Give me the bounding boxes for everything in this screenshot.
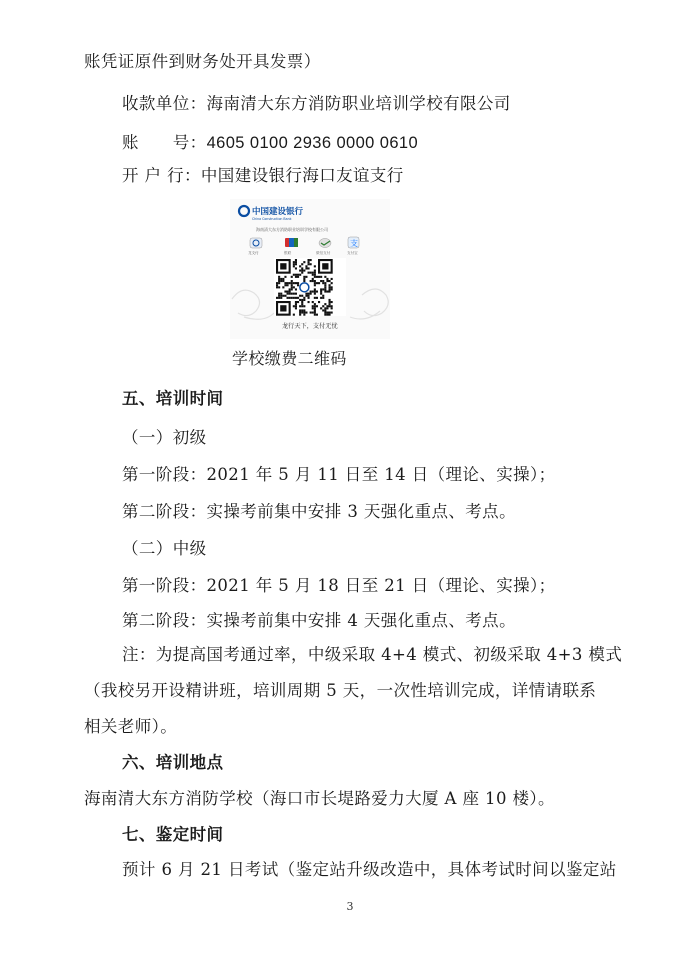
location-text: 海南清大东方消防学校（海口市长堤路爱力大厦 A 座 10 楼）。 — [84, 789, 555, 808]
account-line — [122, 133, 418, 153]
subheading-junior: （一）初级 — [122, 428, 207, 447]
ccb-logo-icon — [239, 206, 249, 216]
qr-merchant-name: 海南清大东方消防职业培训学校有限公司 — [256, 227, 328, 232]
pay-method-unionpay-icon — [285, 238, 298, 247]
qr-card-graphic — [230, 199, 390, 339]
exam-time-text: 预计 6 月 21 日考试（鉴定站升级改造中，具体考试时间以鉴定站 — [122, 860, 617, 879]
section-heading-exam-time: 七、鉴定时间 — [122, 825, 224, 844]
intermediate-stage-2: 第二阶段：实操考前集中安排 4 天强化重点、考点。 — [122, 611, 516, 630]
pay-method-alipay-icon — [348, 237, 359, 248]
junior-stage-2: 第二阶段：实操考前集中安排 3 天强化重点、考点。 — [122, 502, 516, 521]
section-heading-training-time: 五、培训时间 — [122, 389, 224, 408]
pay-method-label: 支付宝 — [347, 251, 358, 255]
bank-line: 开 户 行：中国建设银行海口友谊支行 — [122, 166, 404, 185]
page-number: 3 — [346, 900, 354, 913]
note-line-1: 注：为提高国考通过率，中级采取 4+4 模式、初级采取 4+3 模式 — [122, 645, 623, 664]
qr-caption: 学校缴费二维码 — [232, 349, 347, 368]
section-heading-location: 六、培训地点 — [122, 753, 224, 772]
qr-bank-name: 中国建设银行 — [252, 207, 304, 217]
qr-payment-card — [230, 199, 390, 339]
intermediate-stage-1: 第一阶段：2021 年 5 月 18 日至 21 日（理论、实操）； — [122, 576, 556, 595]
note-line-2: （我校另开设精讲班，培训周期 5 天，一次性培训完成，详情请联系 — [84, 681, 597, 700]
pay-method-longzhifu-icon — [250, 238, 262, 248]
svg-text:支: 支 — [350, 239, 358, 248]
pay-method-label: 银联 — [284, 251, 292, 255]
note-line-3: 相关老师）。 — [84, 717, 178, 736]
junior-stage-1: 第一阶段：2021 年 5 月 11 日至 14 日（理论、实操）； — [122, 465, 556, 484]
pay-method-label: 龙支付 — [248, 251, 259, 255]
qr-slogan: 龙行天下，支付无忧 — [282, 323, 338, 330]
qr-bank-name-en: China Construction Bank — [252, 217, 292, 221]
subheading-intermediate: （二）中级 — [122, 539, 207, 558]
pay-method-wechat-icon — [319, 239, 331, 248]
pay-method-label: 微信支付 — [316, 251, 331, 255]
account-number: 4605 0100 2936 0000 0610 — [206, 134, 419, 152]
text-line: 账凭证原件到财务处开具发票） — [84, 52, 321, 71]
account-label: 账 号： — [122, 133, 207, 152]
qr-code-icon — [274, 258, 346, 316]
payee-line: 收款单位：海南清大东方消防职业培训学校有限公司 — [122, 94, 511, 113]
